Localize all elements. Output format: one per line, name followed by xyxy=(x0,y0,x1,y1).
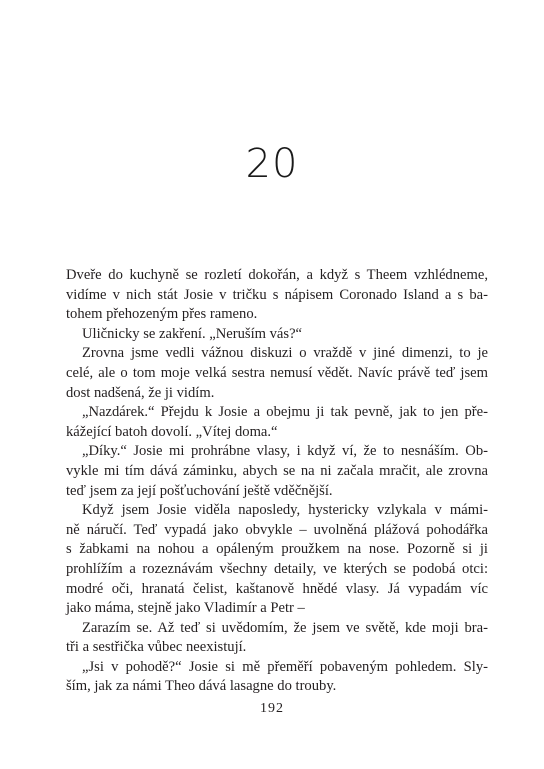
text-line: prohlížím a rozeznávám všechny detaily, ve kterých se podobá otci: xyxy=(66,560,488,577)
text-line: tohem přehozeným přes rameno. xyxy=(66,306,258,323)
text-line: Zarazím se. Až teď si uvědomím, že jsem ve světě, kde moji bra- xyxy=(82,619,488,636)
text-line: teď jsem za její pošťuchování ještě vděčnější. xyxy=(66,482,333,499)
text-line: Když jsem Josie viděla naposledy, hystericky vzlykala v mámi- xyxy=(82,502,488,519)
paragraph xyxy=(66,344,488,403)
text-line: kážející batoh dovolí. „Vítej doma.“ xyxy=(66,423,278,440)
paragraph xyxy=(66,403,488,442)
text-line: „Nazdárek.“ Přejdu k Josie a obejmu ji tak pevně, jak to jen pře- xyxy=(82,404,488,421)
paragraph xyxy=(66,325,488,345)
text-line: Uličnicky se zakření. „Neruším vás?“ xyxy=(82,325,303,342)
paragraph xyxy=(66,619,488,658)
text-line: ně náručí. Teď vypadá jako obvykle – uvolněná plážová pohodářka xyxy=(66,521,488,538)
text-line: tři a sestřička vůbec neexistují. xyxy=(66,639,247,656)
chapter-body-text xyxy=(66,266,488,697)
text-line: ším, jak za námi Theo dává lasagne do trouby. xyxy=(66,678,337,695)
text-line: jako máma, stejně jako Vladimír a Petr – xyxy=(66,600,305,617)
paragraph xyxy=(66,442,488,501)
text-line: modré oči, hranatá čelist, kaštanově hnědé vlasy. Já vypadám víc xyxy=(66,580,488,597)
text-line: „Díky.“ Josie mi prohrábne vlasy, i když ví, že to nesnáším. Ob- xyxy=(82,443,488,460)
text-line: s žabkami na nohou a opáleným proužkem na nose. Pozorně si ji xyxy=(66,541,488,558)
paragraph xyxy=(66,501,488,619)
text-line: celé, ale o tom moje velká sestra nemusí vědět. Navíc právě teď jsem xyxy=(66,364,488,381)
paragraph xyxy=(66,266,488,325)
paragraph xyxy=(66,658,488,697)
text-line: Zrovna jsme vedli vážnou diskuzi o vraždě v jiné dimenzi, to je xyxy=(82,345,488,362)
text-line: „Jsi v pohodě?“ Josie si mě přeměří pobaveným pohledem. Sly- xyxy=(82,658,488,675)
text-line: dost nadšená, že ji vidím. xyxy=(66,384,215,401)
text-line: vykle mi tím dává záminku, abych se na ni začala mračit, ale zrovna xyxy=(66,462,488,479)
chapter-number: 20 xyxy=(245,141,299,187)
text-line: Dveře do kuchyně se rozletí dokořán, a když s Theem vzhlédneme, xyxy=(66,267,488,283)
page-number: 192 xyxy=(260,701,284,716)
text-line: vidíme v nich stát Josie v tričku s nápisem Coronado Island a s ba- xyxy=(66,286,488,303)
